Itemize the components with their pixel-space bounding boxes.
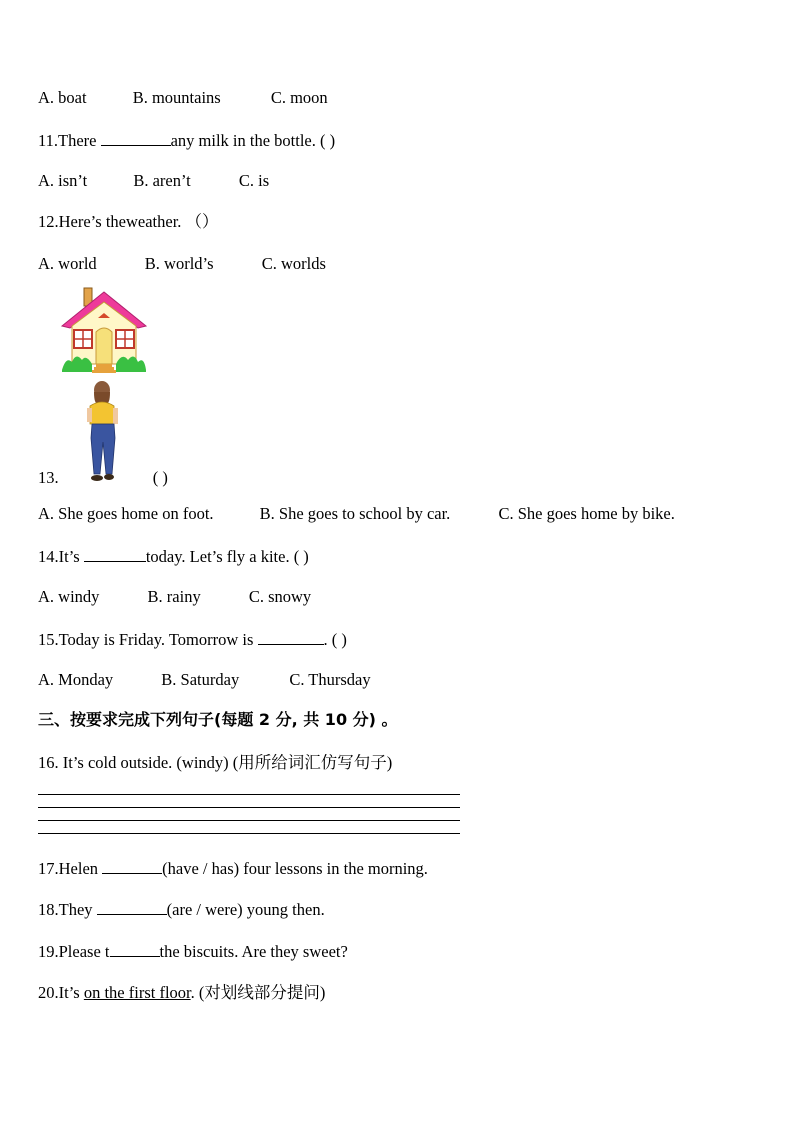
q13-number: 13. bbox=[38, 468, 59, 487]
q11-text-pre: 11.There bbox=[38, 131, 101, 150]
q14-option-c: C. snowy bbox=[248, 587, 312, 606]
q18-text-post: (are / were) young then. bbox=[166, 900, 325, 919]
q12-option-c: C. worlds bbox=[261, 254, 326, 273]
q11-question bbox=[38, 130, 335, 151]
q13-option-a: A. She goes home on foot. bbox=[38, 504, 214, 523]
q19-text-pre: 19.Please t bbox=[38, 942, 110, 961]
house-image bbox=[58, 286, 150, 378]
q13-option-b: B. She goes to school by car. bbox=[259, 504, 451, 523]
q16-question: 16. It’s cold outside. (windy) (用所给词汇仿写句子) bbox=[38, 753, 393, 772]
q12-question: 12.Here’s theweather. （） bbox=[38, 212, 219, 231]
q17-text-pre: 17.Helen bbox=[38, 859, 103, 878]
q19-question bbox=[38, 941, 348, 962]
q15-option-b: B. Saturday bbox=[161, 670, 240, 689]
q16-answer-line-1[interactable] bbox=[38, 794, 460, 795]
q10-options bbox=[38, 88, 328, 108]
q18-question bbox=[38, 899, 325, 920]
q16-answer-line-2[interactable] bbox=[38, 807, 460, 808]
q15-blank[interactable] bbox=[258, 629, 324, 645]
q17-blank[interactable] bbox=[102, 858, 162, 874]
q17-question bbox=[38, 858, 428, 879]
q13-answer-paren: ( ) bbox=[152, 468, 168, 487]
q14-text-pre: 14.It’s bbox=[38, 547, 84, 566]
q13-option-c: C. She goes home by bike. bbox=[498, 504, 675, 523]
q14-question bbox=[38, 546, 309, 567]
q10-option-b: B. mountains bbox=[132, 88, 221, 107]
q15-text-pre: 15.Today is Friday. Tomorrow is bbox=[38, 630, 258, 649]
q11-text-post: any milk in the bottle. ( ) bbox=[170, 131, 336, 150]
q15-question bbox=[38, 629, 347, 650]
section-3-heading: 三、按要求完成下列句子(每题 2 分, 共 10 分) 。 bbox=[38, 710, 398, 729]
q14-text-post: today. Let’s fly a kite. ( ) bbox=[145, 547, 309, 566]
q15-options bbox=[38, 670, 371, 690]
q10-option-a: A. boat bbox=[38, 88, 87, 107]
q14-option-a: A. windy bbox=[38, 587, 100, 606]
q20-question bbox=[38, 983, 325, 1003]
q11-option-c: C. is bbox=[238, 171, 270, 190]
q16-answer-line-4[interactable] bbox=[38, 833, 460, 834]
q15-option-a: A. Monday bbox=[38, 670, 114, 689]
q19-blank[interactable] bbox=[110, 941, 160, 957]
q15-text-post: . ( ) bbox=[323, 630, 347, 649]
q16-answer-line-3[interactable] bbox=[38, 820, 460, 821]
q18-blank[interactable] bbox=[97, 899, 167, 915]
q13-question bbox=[38, 468, 168, 488]
q11-blank[interactable] bbox=[101, 130, 171, 146]
q20-text-pre: 20.It’s bbox=[38, 983, 84, 1002]
q11-option-b: B. aren’t bbox=[133, 171, 191, 190]
q14-options bbox=[38, 587, 311, 607]
q17-text-post: (have / has) four lessons in the morning. bbox=[162, 859, 428, 878]
q14-blank[interactable] bbox=[84, 546, 146, 562]
q15-option-c: C. Thursday bbox=[289, 670, 371, 689]
q10-option-c: C. moon bbox=[270, 88, 328, 107]
q12-option-b: B. world’s bbox=[144, 254, 214, 273]
q11-option-a: A. isn’t bbox=[38, 171, 88, 190]
q12-option-a: A. world bbox=[38, 254, 97, 273]
q20-underlined-phrase: on the first floor bbox=[83, 983, 191, 1002]
q13-options bbox=[38, 504, 675, 524]
q12-options bbox=[38, 254, 326, 274]
q20-text-post: . (对划线部分提问) bbox=[190, 983, 326, 1002]
q11-options bbox=[38, 171, 269, 191]
q19-text-post: the biscuits. Are they sweet? bbox=[159, 942, 348, 961]
q14-option-b: B. rainy bbox=[147, 587, 201, 606]
q18-text-pre: 18.They bbox=[38, 900, 97, 919]
